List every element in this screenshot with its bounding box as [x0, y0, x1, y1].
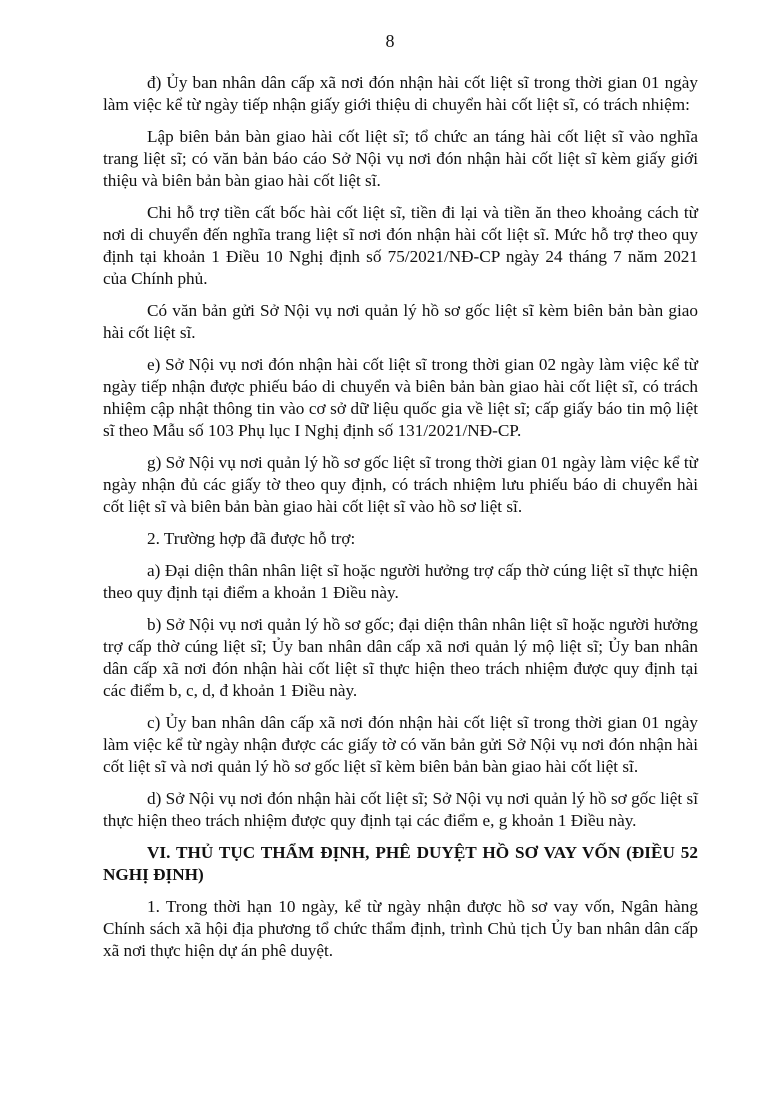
paragraph-2c: c) Ủy ban nhân dân cấp xã nơi đón nhận hài cốt liệt sĩ trong thời gian 01 ngày làm việc kể từ ngày nhận được các giấy tờ có văn bản gửi Sở Nội vụ nơi đón nhận hài cốt liệt sĩ và nơi quản lý hồ sơ gốc liệt sĩ kèm biên bản bàn giao hài cốt liệt sĩ. [103, 713, 698, 776]
paragraph-g-managing-department: g) Sở Nội vụ nơi quản lý hồ sơ gốc liệt sĩ trong thời gian 01 ngày làm việc kể từ ngày nhận đủ các giấy tờ theo quy định, có trách nhiệm lưu phiếu báo di chuyển hài cốt liệt sĩ và biên bản bàn giao hài cốt liệt sĩ vào hồ sơ liệt sĩ. [103, 453, 698, 516]
paragraph-handover-record: Lập biên bản bàn giao hài cốt liệt sĩ; tổ chức an táng hài cốt liệt sĩ vào nghĩa trang liệt sĩ; có văn bản báo cáo Sở Nội vụ nơi đón nhận hài cốt liệt sĩ kèm giấy giới thiệu và biên bản bàn giao hài cốt liệt sĩ. [103, 127, 698, 190]
paragraph-dd-commune-committee: đ) Ủy ban nhân dân cấp xã nơi đón nhận hài cốt liệt sĩ trong thời gian 01 ngày làm việc kể từ ngày tiếp nhận giấy giới thiệu di chuyển hài cốt liệt sĩ, có trách nhiệm: [103, 73, 698, 114]
paragraph-vi-1: 1. Trong thời hạn 10 ngày, kể từ ngày nhận được hồ sơ vay vốn, Ngân hàng Chính sách xã hội địa phương tổ chức thẩm định, trình Chủ tịch Ủy ban nhân dân cấp xã nơi thực hiện dự án phê duyệt. [103, 897, 698, 960]
paragraph-case-2: 2. Trường hợp đã được hỗ trợ: [147, 529, 356, 548]
paragraph-send-document: Có văn bản gửi Sở Nội vụ nơi quản lý hồ sơ gốc liệt sĩ kèm biên bản bàn giao hài cốt liệt sĩ. [103, 301, 698, 342]
section-heading-vi: VI. THỦ TỤC THẨM ĐỊNH, PHÊ DUYỆT HỒ SƠ VAY VỐN (ĐIỀU 52 NGHỊ ĐỊNH) [103, 843, 698, 884]
paragraph-2d: d) Sở Nội vụ nơi đón nhận hài cốt liệt sĩ; Sở Nội vụ nơi quản lý hồ sơ gốc liệt sĩ thực hiện theo trách nhiệm được quy định tại các điểm e, g khoản 1 Điều này. [103, 789, 698, 830]
paragraph-2b: b) Sở Nội vụ nơi quản lý hồ sơ gốc; đại diện thân nhân liệt sĩ hoặc người hưởng trợ cấp thờ cúng liệt sĩ; Ủy ban nhân dân cấp xã nơi quản lý mộ liệt sĩ; Ủy ban nhân dân cấp xã nơi đón nhận hài cốt liệt sĩ thực hiện theo trách nhiệm được quy định tại các điểm b, c, d, đ khoản 1 Điều này. [103, 615, 698, 700]
paragraph-support-costs: Chi hỗ trợ tiền cất bốc hài cốt liệt sĩ, tiền đi lại và tiền ăn theo khoảng cách từ nơi di chuyển đến nghĩa trang liệt sĩ nơi đón nhận hài cốt liệt sĩ. Mức hỗ trợ theo quy định tại khoản 1 Điều 10 Nghị định số 75/2021/NĐ-CP ngày 24 tháng 7 năm 2021 của Chính phủ. [103, 203, 698, 288]
paragraph-2a: a) Đại diện thân nhân liệt sĩ hoặc người hưởng trợ cấp thờ cúng liệt sĩ thực hiện theo quy định tại điểm a khoản 1 Điều này. [103, 561, 698, 602]
paragraph-e-receiving-department: e) Sở Nội vụ nơi đón nhận hài cốt liệt sĩ trong thời gian 02 ngày làm việc kể từ ngày tiếp nhận được phiếu báo di chuyển và biên bản bàn giao hài cốt liệt sĩ, có trách nhiệm cập nhật thông tin vào cơ sở dữ liệu quốc gia về liệt sĩ; cấp giấy báo tin mộ liệt sĩ theo Mẫu số 103 Phụ lục I Nghị định số 131/2021/NĐ-CP. [103, 355, 698, 440]
page-number: 8 [385, 31, 395, 51]
document-body [103, 72, 698, 962]
